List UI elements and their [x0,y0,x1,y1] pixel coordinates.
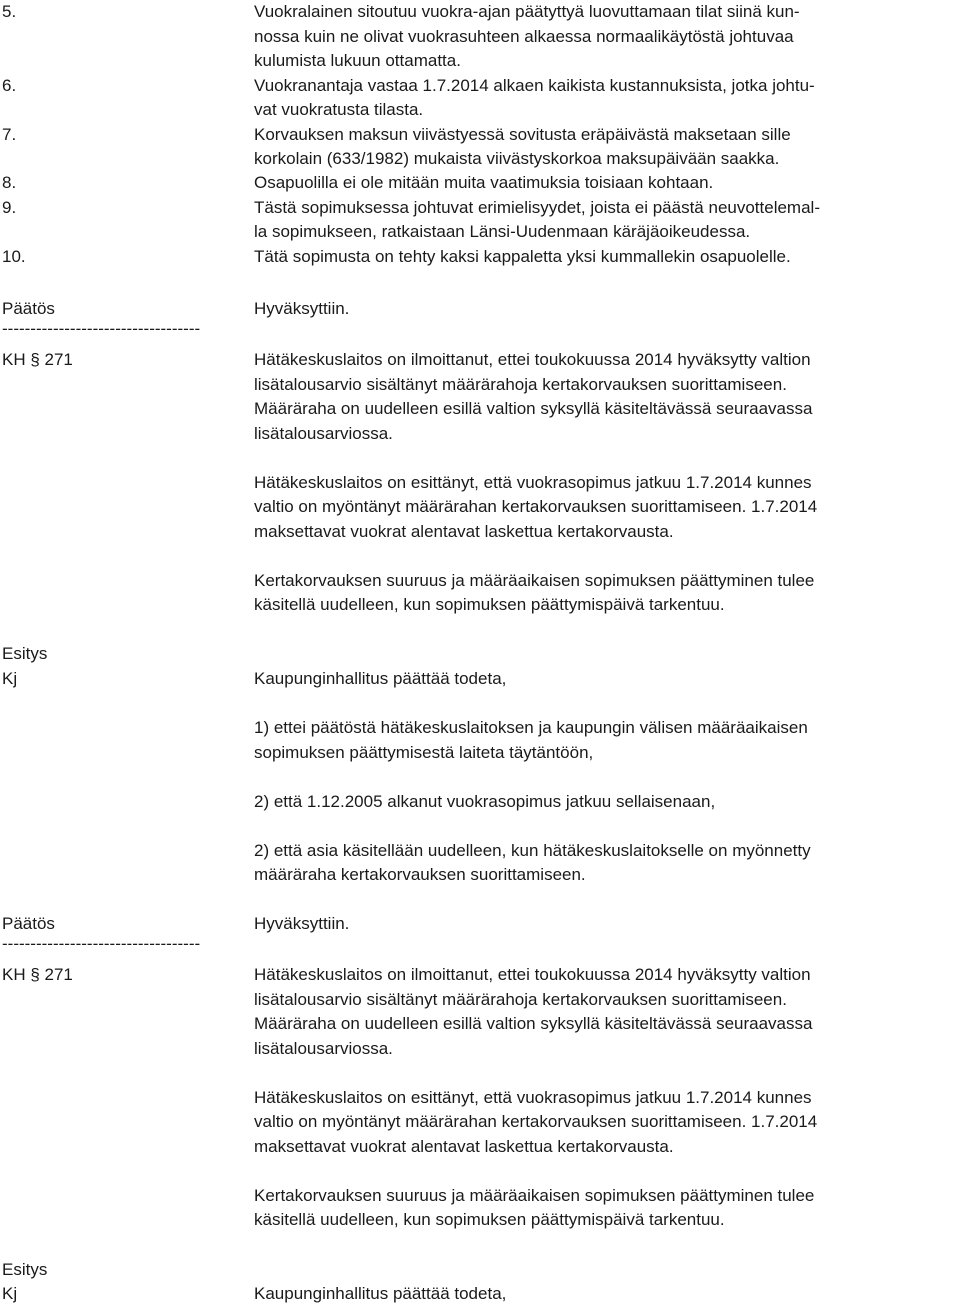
text-line: Osapuolilla ei ole mitään muita vaatimuksia toisiaan kohtaan. [254,173,714,192]
kh-body [254,963,817,1233]
text-line: nossa kuin ne olivat vuokrasuhteen alkaessa normaalikäytöstä johtuvaa [254,26,794,46]
section-divider: ----------------------------------- [2,934,201,953]
list-item [254,123,791,172]
text-line: lisätalousarviossa. [254,1038,393,1058]
proposal-body [254,667,811,888]
text-line: Kertakorvauksen suuruus ja määräaikaisen sopimuksen päättyminen tulee [254,570,815,590]
text-line: kulumista lukuun ottamatta. [254,51,461,70]
list-item [254,245,791,270]
text-line: Kaupunginhallitus päättää todeta, [254,1284,507,1303]
text-line: Tästä sopimuksessa johtuvat erimielisyydet, joista ei päästä neuvottelemal- [254,197,820,217]
section-divider: ----------------------------------- [2,319,201,338]
text-line: 1) ettei päätöstä hätäkeskuslaitoksen ja kaupungin välisen määräaikaisen [254,718,808,737]
text-line: Hätäkeskuslaitos on esittänyt, että vuokrasopimus jatkuu 1.7.2014 kunnes [254,1087,812,1107]
text-line: Hätäkeskuslaitos on esittänyt, että vuokrasopimus jatkuu 1.7.2014 kunnes [254,472,812,492]
list-item [254,0,800,74]
text-line: käsitellä uudelleen, kun sopimuksen päättymispäivä tarkentuu. [254,1210,725,1229]
text-line: määräraha kertakorvauksen suorittamiseen. [254,865,586,884]
text-line: Määräraha on uudelleen esillä valtion syksyllä käsiteltävässä seuraavassa [254,1014,813,1033]
text-line: vat vuokratusta tilasta. [254,100,424,119]
text-line: valtio on myöntänyt määrärahan kertakorvauksen suorittamiseen. 1.7.2014 [254,1112,818,1131]
proposer-label: Kj [2,669,18,688]
meeting-reference: KH § 271 [2,965,73,984]
text-line: Kaupunginhallitus päättää todeta, [254,669,507,688]
kh-body [254,348,817,618]
proposer-label: Kj [2,1284,18,1303]
list-item [254,196,820,245]
text-line: Korvauksen maksun viivästyessä sovitusta eräpäivästä maksetaan sille [254,124,791,144]
decision-label: Päätös [2,914,55,933]
text-line: Kertakorvauksen suuruus ja määräaikaisen sopimuksen päättyminen tulee [254,1185,815,1205]
list-item-number: 10. [2,246,26,266]
text-line: lisätalousarvio sisältänyt määrärahoja kertakorvauksen suorittamiseen. [254,989,787,1009]
proposal-label: Esitys [2,1260,48,1279]
list-item-number: 7. [2,124,17,144]
text-line: maksettavat vuokrat alentavat laskettua kertakorvausta. [254,521,674,541]
text-line: Hätäkeskuslaitos on ilmoittanut, ettei toukokuussa 2014 hyväksytty valtion [254,965,811,984]
list-item [254,74,815,123]
text-line: sopimuksen päättymisestä laiteta täytäntöön, [254,742,594,762]
list-item-number: 5. [2,2,17,21]
text-line: valtio on myöntänyt määrärahan kertakorvauksen suorittamiseen. 1.7.2014 [254,497,818,516]
proposal-label: Esitys [2,644,48,663]
text-line: Määräraha on uudelleen esillä valtion syksyllä käsiteltävässä seuraavassa [254,399,813,418]
list-item-number: 9. [2,197,17,217]
text-line: la sopimukseen, ratkaistaan Länsi-Uudenmaan käräjäoikeudessa. [254,222,751,241]
text-line: Tätä sopimusta on tehty kaksi kappaletta yksi kummallekin osapuolelle. [254,246,791,266]
decision-value: Hyväksyttiin. [254,914,350,933]
proposal-body [254,1282,506,1307]
list-item [254,171,713,196]
list-item-number: 8. [2,173,17,192]
decision-label: Päätös [2,299,55,318]
text-line: 2) että 1.12.2005 alkanut vuokrasopimus jatkuu sellaisenaan, [254,791,716,811]
text-line: lisätalousarvio sisältänyt määrärahoja kertakorvauksen suorittamiseen. [254,374,787,394]
text-line: 2) että asia käsitellään uudelleen, kun hätäkeskuslaitokselle on myönnetty [254,840,811,860]
text-line: Hätäkeskuslaitos on ilmoittanut, ettei toukokuussa 2014 hyväksytty valtion [254,350,811,369]
text-line: käsitellä uudelleen, kun sopimuksen päättymispäivä tarkentuu. [254,595,725,614]
text-line: Vuokralainen sitoutuu vuokra-ajan päätyttyä luovuttamaan tilat siinä kun- [254,2,800,21]
text-line: lisätalousarviossa. [254,423,393,443]
text-line: maksettavat vuokrat alentavat laskettua kertakorvausta. [254,1136,674,1156]
text-line: korkolain (633/1982) mukaista viivästyskorkoa maksupäivään saakka. [254,149,780,168]
list-item-number: 6. [2,75,17,95]
decision-value: Hyväksyttiin. [254,299,350,318]
text-line: Vuokranantaja vastaa 1.7.2014 alkaen kaikista kustannuksista, jotka johtu- [254,75,815,95]
meeting-reference: KH § 271 [2,350,73,369]
